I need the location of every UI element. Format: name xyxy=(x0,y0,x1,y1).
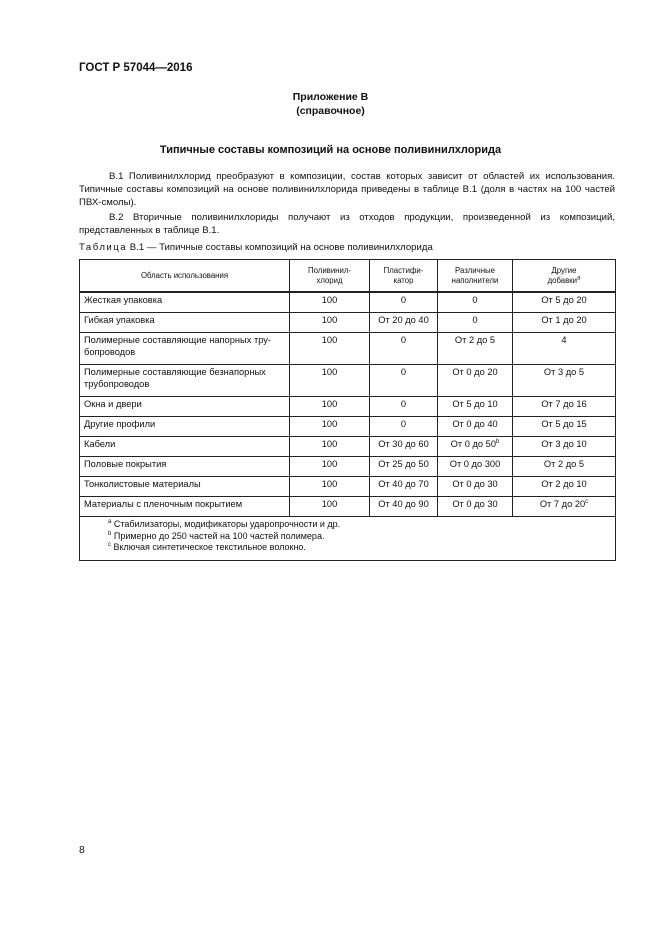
column-header-additives: Другие добавки$^а$ xyxy=(513,260,616,293)
cell-additives: От 1 до 20 xyxy=(513,313,616,333)
cell-plasticizer: От 30 до 60 xyxy=(370,437,438,457)
appendix-title: Приложение В xyxy=(292,91,369,103)
cell-area: Полимерные составляющие безнапорных трубопроводов xyxy=(80,365,290,397)
cell-fillers: От 5 до 10 xyxy=(438,397,513,417)
table-row xyxy=(80,313,616,333)
cell-fillers: От 0 до 30 xyxy=(438,477,513,497)
cell-additives: От 7 до $20^с$ xyxy=(513,497,616,517)
table-row xyxy=(80,333,616,365)
cell-pvc: 100 xyxy=(290,477,370,497)
table-row xyxy=(80,437,616,457)
footnote-line: $^b$ Примерно до 250 частей на 100 частей полимера. xyxy=(108,530,325,541)
footnote-marker: а xyxy=(577,274,581,281)
cell-plasticizer: 0 xyxy=(370,333,438,365)
footnote-line: $^а$ Стабилизаторы, модификаторы ударопрочности и др. xyxy=(108,519,341,529)
cell-area: Тонколистовые материалы xyxy=(80,477,290,497)
cell-fillers: От 0 до 300 xyxy=(438,457,513,477)
table-caption xyxy=(79,242,433,253)
cell-area: Жесткая упаковка xyxy=(80,292,290,313)
footnote-row xyxy=(80,517,616,561)
cell-additives: От 7 до 16 xyxy=(513,397,616,417)
column-header-area: Область использования xyxy=(80,260,290,293)
cell-plasticizer: От 40 до 70 xyxy=(370,477,438,497)
cell-additives: От 5 до 20 xyxy=(513,292,616,313)
table-row xyxy=(80,477,616,497)
cell-pvc: 100 xyxy=(290,417,370,437)
appendix-subtitle: (справочное) xyxy=(296,105,365,117)
column-header-pvc: Поливинил- хлорид xyxy=(290,260,370,293)
cell-pvc: 100 xyxy=(290,365,370,397)
cell-pvc: 100 xyxy=(290,333,370,365)
appendix-title-block xyxy=(0,90,661,118)
cell-fillers: 0 xyxy=(438,313,513,333)
composition-table xyxy=(79,259,616,561)
table-row xyxy=(80,497,616,517)
cell-plasticizer: 0 xyxy=(370,397,438,417)
cell-fillers: От 0 до 50$^b$ xyxy=(438,437,513,457)
table-caption-prefix: Таблица xyxy=(79,242,128,253)
section-heading: Типичные составы композиций на основе поливинилхлорида xyxy=(159,144,502,156)
column-header-plasticizer: Пластифи- катор xyxy=(370,260,438,293)
cell-plasticizer: 0 xyxy=(370,417,438,437)
cell-area: Окна и двери xyxy=(80,397,290,417)
cell-area: Полимерные составляющие напорных тру- бопроводов xyxy=(80,333,290,365)
cell-additives: От 2 до 5 xyxy=(513,457,616,477)
paragraph-b2: В.2 Вторичные поливинилхлориды получают из отходов продукции, произведенной из композиций, представленных в таблице В.1. xyxy=(79,211,615,236)
cell-additives: От 3 до 5 xyxy=(513,365,616,397)
cell-area: Половые покрытия xyxy=(80,457,290,477)
table-row xyxy=(80,292,616,313)
cell-fillers: От 0 до 40 xyxy=(438,417,513,437)
cell-area: Другие профили xyxy=(80,417,290,437)
cell-plasticizer: От 25 до 50 xyxy=(370,457,438,477)
cell-pvc: 100 xyxy=(290,437,370,457)
cell-additives: 4 xyxy=(513,333,616,365)
paragraph-b1: В.1 Поливинилхлорид преобразуют в композиции, состав которых зависит от областей их использования. Типичные составы композиций на основе поливинилхлорида приведены в таблице В.1 (доля в частях на 100 частей ПВХ-смолы). xyxy=(79,171,615,209)
cell-fillers: От 0 до 20 xyxy=(438,365,513,397)
cell-area: Материалы с пленочным покрытием xyxy=(80,497,290,517)
cell-plasticizer: 0 xyxy=(370,365,438,397)
cell-pvc: 100 xyxy=(290,292,370,313)
document-code: ГОСТ Р 57044—2016 xyxy=(79,62,193,74)
body-text xyxy=(79,170,615,238)
table-row xyxy=(80,397,616,417)
footnotes xyxy=(80,517,616,561)
column-header-fillers: Различные наполнители xyxy=(438,260,513,293)
cell-fillers: 0 xyxy=(438,292,513,313)
cell-fillers: От 2 до 5 xyxy=(438,333,513,365)
table-row xyxy=(80,417,616,437)
cell-area: Гибкая упаковка xyxy=(80,313,290,333)
cell-plasticizer: От 20 до 40 xyxy=(370,313,438,333)
cell-additives: От 3 до 10 xyxy=(513,437,616,457)
footnote-marker: b xyxy=(496,438,500,445)
cell-additives: От 2 до 10 xyxy=(513,477,616,497)
footnote-line: $^с$ Включая синтетическое текстильное волокно. xyxy=(108,542,306,552)
cell-pvc: 100 xyxy=(290,497,370,517)
table-row xyxy=(80,365,616,397)
cell-additives: От 5 до 15 xyxy=(513,417,616,437)
table-row xyxy=(80,457,616,477)
cell-fillers: От 0 до 30 xyxy=(438,497,513,517)
cell-pvc: 100 xyxy=(290,313,370,333)
cell-area: Кабели xyxy=(80,437,290,457)
cell-pvc: 100 xyxy=(290,457,370,477)
cell-pvc: 100 xyxy=(290,397,370,417)
cell-plasticizer: От 40 до 90 xyxy=(370,497,438,517)
footnote-marker: с xyxy=(585,498,589,505)
page-number: 8 xyxy=(79,844,85,856)
table-header-row xyxy=(80,260,616,293)
cell-plasticizer: 0 xyxy=(370,292,438,313)
table-caption-text: В.1 — Типичные составы композиций на основе поливинилхлорида xyxy=(127,242,433,253)
